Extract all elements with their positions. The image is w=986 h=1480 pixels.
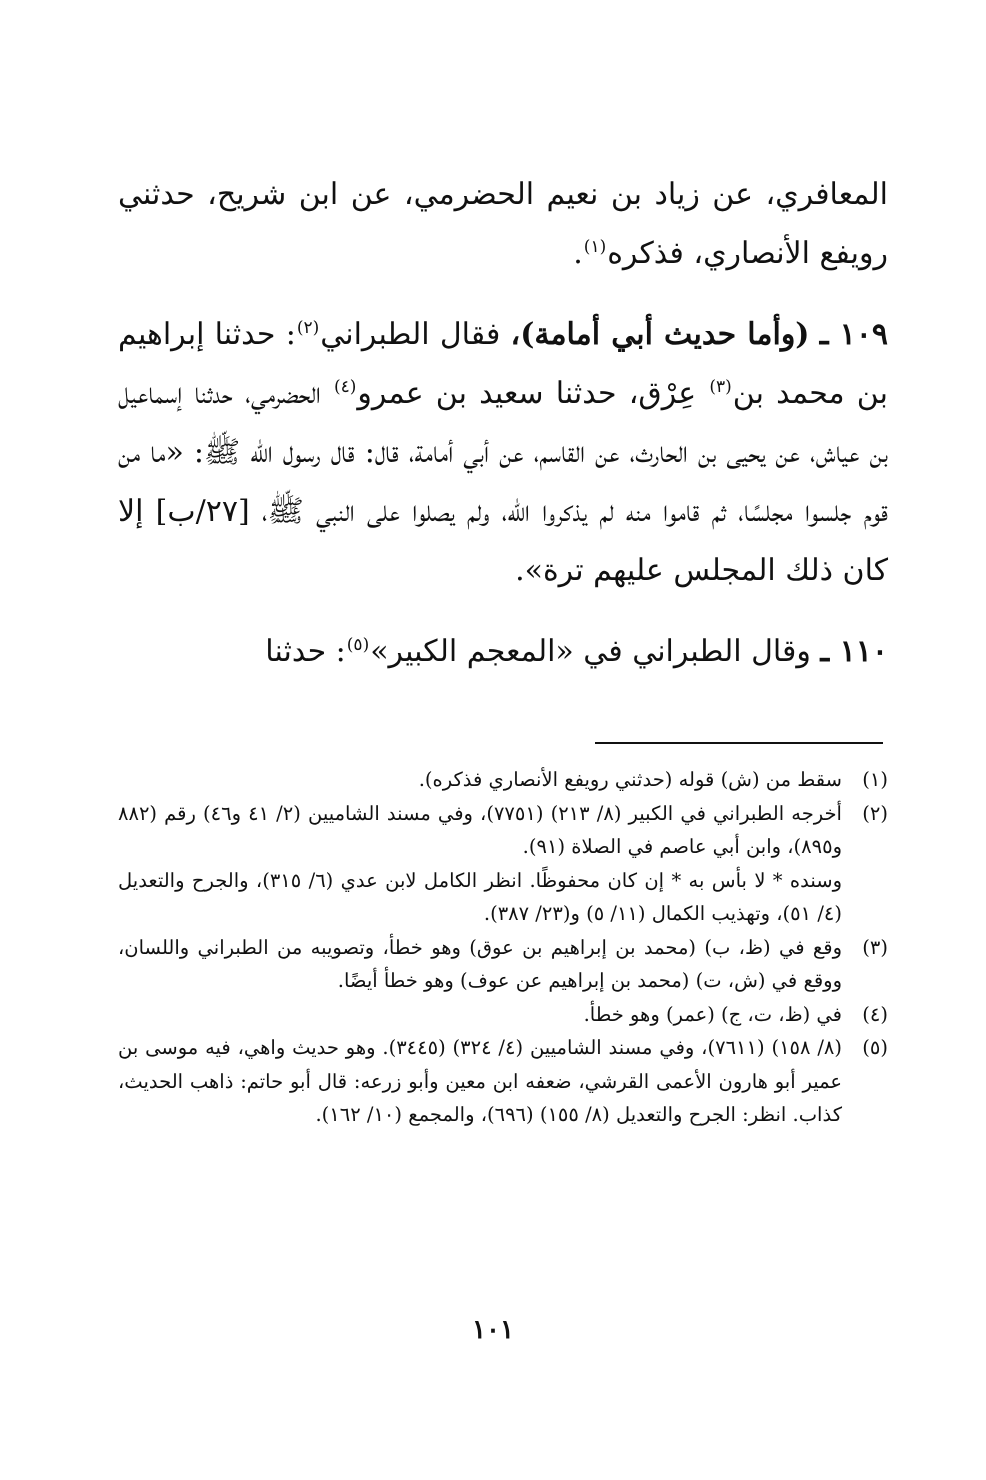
footnotes	[118, 763, 888, 1132]
footnote-text: سقط من (ش) قوله (حدثني رويفع الأنصاري فذكره).	[418, 768, 842, 791]
footnote-2	[118, 797, 888, 864]
footnote-number: (٢)	[862, 801, 888, 825]
hadith-number: ١١٠ ـ	[820, 634, 888, 669]
hadith-heading: (وأما حديث أبي أمامة)،	[510, 317, 810, 352]
hadith-text-part: وقال الطبراني في «المعجم الكبير»	[370, 634, 821, 669]
footnote-ref-4[interactable]: (٤)	[333, 377, 357, 397]
footnote-5	[118, 1031, 888, 1132]
footnote-text: (٨/ ١٥٨) (٧٦١١)، وفي مسند الشاميين (٤/ ٣٢٤) (٣٤٤٥). وهو حديث واهي، فيه موسى بن عمير أبو هارون الأعمى القرشي، ضعفه ابن معين وأبو زرعه: قال أبو حاتم: ذاهب الحديث، كذاب. انظر: الجرح والتعديل (٨/ ١٥٥) (٦٩٦)، والمجمع (١٠/ ١٦٢).	[118, 1036, 842, 1126]
footnote-number: (١)	[862, 768, 888, 791]
paragraph-end: .	[573, 236, 583, 271]
footnote-2-continuation: وسنده * لا بأس به * إن كان محفوظًا. انظر الكامل لابن عدي (٦/ ٣١٥)، والجرح والتعديل (٤/ ٥١)، وتهذيب الكمال (١١/ ٥) و(٢٣/ ٣٨٧).	[118, 868, 842, 925]
hadith-text-part: الحضرمي، حدثنا إسماعيل بن عياش، عن يحيى بن الحارث، عن القاسم، عن أبي أمامة، قال: قال رسول الله ﷺ: «ما من قوم جلسوا مجلسًا، ثم قاموا منه لم يذكروا الله، ولم يصلوا على النبي ﷺ، [٢٧/ب] إلا كان ذلك المجلس عليهم ترة».	[118, 376, 888, 588]
footnote-separator	[595, 742, 883, 744]
footnote-4	[118, 998, 888, 1032]
footnote-3	[118, 931, 888, 998]
footnote-1	[118, 763, 888, 797]
hadith-text-part: : حدثنا إبراهيم بن محمد بن	[118, 317, 888, 411]
footnote-text: في (ظ، ت، ج) (عمر) وهو خطأ.	[583, 1002, 842, 1026]
footnote-number: (٣)	[862, 935, 888, 959]
hadith-number: ١٠٩ ـ	[819, 317, 888, 352]
footnote-number: (٤)	[862, 1002, 888, 1026]
hadith-110	[118, 622, 888, 681]
footnote-ref-1[interactable]: (١)	[583, 237, 607, 257]
hadith-text-part: فقال الطبراني	[320, 317, 511, 352]
hadith-text-part: عِرْق، حدثنا سعيد بن عمرو	[357, 376, 709, 411]
paragraph-continuation	[118, 165, 888, 283]
footnote-text: أخرجه الطبراني في الكبير (٨/ ٢١٣) (٧٧٥١)، وفي مسند الشاميين (٢/ ٤١ و٤٦) رقم (٨٨٢ و٨٩٥)، وابن أبي عاصم في الصلاة (٩١).	[118, 801, 842, 858]
footnote-ref-3[interactable]: (٣)	[709, 377, 732, 397]
hadith-109	[118, 305, 888, 600]
footnote-text: وقع في (ظ، ب) (محمد بن إبراهيم بن عوق) وهو خطأ، وتصويبه من الطبراني واللسان، ووقع في (ش، ت) (محمد بن إبراهيم عن عوف) وهو خطأ أيضًا.	[118, 935, 842, 992]
hadith-text-part: : حدثنا	[265, 634, 346, 669]
footnote-ref-2[interactable]: (٢)	[296, 318, 320, 338]
paragraph-text: المعافري، عن زياد بن نعيم الحضرمي، عن ابن شريح، حدثني رويفع الأنصاري، فذكره	[118, 177, 888, 271]
footnote-ref-5[interactable]: (٥)	[346, 635, 370, 655]
page-number: ١٠١	[472, 1315, 514, 1345]
footnote-number: (٥)	[862, 1036, 888, 1059]
main-text	[118, 165, 888, 703]
